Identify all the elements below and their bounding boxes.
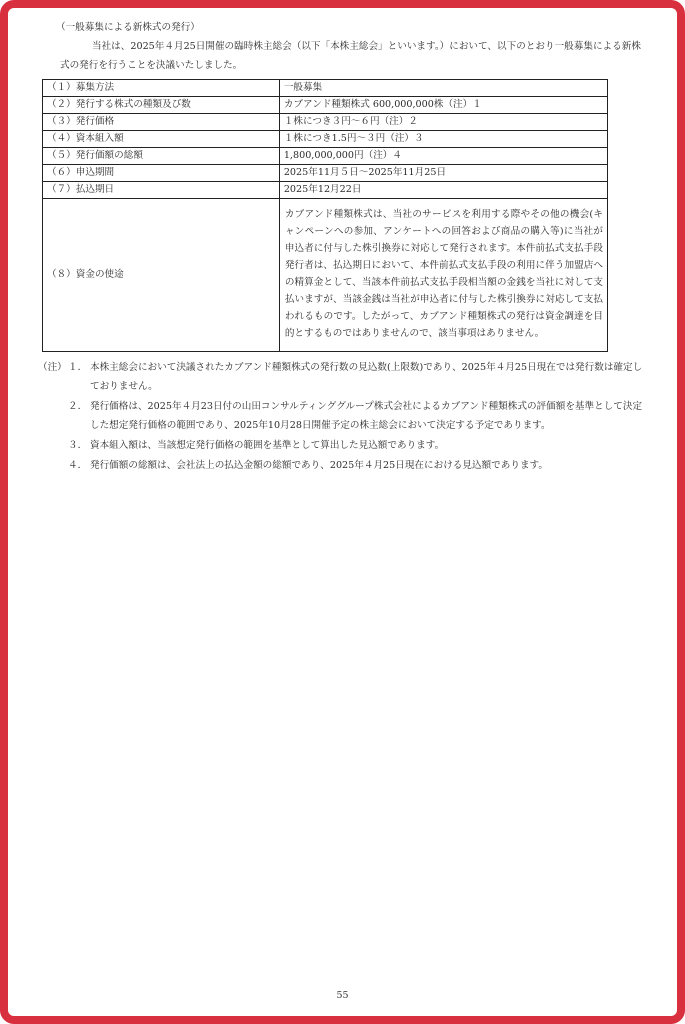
table-row bbox=[43, 148, 608, 165]
table-row bbox=[43, 182, 608, 199]
section-heading: （一般募集による新株式の発行） bbox=[56, 22, 200, 33]
row-value: １株につき３円～６円（注）２ bbox=[279, 114, 607, 131]
note-item bbox=[38, 397, 650, 435]
table-row bbox=[43, 97, 608, 114]
table-row bbox=[43, 114, 608, 131]
row-value-long: カブアンド種類株式は、当社のサービスを利用する際やその他の機会(キャンペーンへの参加、アンケートへの回答および商品の購入等)に当社が申込者に付与した株引換券に対応して発行されます。本件前払式支払手段発行者は、払込期日において、本件前払式支払手段の利用に伴う加盟店への精算金として、当該本件前払式支払手段相当額の金銭を当社に対して支払いますが、当該金銭は当社が申込者に付与した株引換券に対応して支払われるものです。したがって、カブアンド種類株式の発行は資金調達を目的とするものではありませんので、該当事項はありません。 bbox=[279, 199, 607, 352]
table-row bbox=[43, 131, 608, 148]
note-item bbox=[38, 456, 650, 475]
note-number: １． bbox=[68, 362, 88, 373]
table-row bbox=[43, 80, 608, 97]
note-text: 発行価格は、2025年４月23日付の山田コンサルティンググループ株式会社によるカブアンド種類株式の評価額を基準として決定した想定発行価格の範囲であり、2025年10月28日開催予定の株主総会において決定する予定であります。 bbox=[90, 401, 643, 431]
note-item bbox=[38, 358, 650, 396]
note-number: ３． bbox=[68, 440, 88, 451]
notes-section bbox=[38, 358, 650, 475]
note-number: ４． bbox=[68, 460, 88, 471]
row-label: （１）募集方法 bbox=[43, 80, 280, 97]
table-row bbox=[43, 199, 608, 352]
note-text: 発行価額の総額は、会社法上の払込金額の総額であり、2025年４月25日現在における見込額であります。 bbox=[90, 460, 548, 471]
row-value: １株につき1.5円～３円（注）３ bbox=[279, 131, 607, 148]
row-value: 一般募集 bbox=[279, 80, 607, 97]
row-label: （７）払込期日 bbox=[43, 182, 280, 199]
row-label: （８）資金の使途 bbox=[43, 199, 280, 352]
note-text: 本株主総会において決議されたカブアンド種類株式の発行数の見込数(上限数)であり、2025年４月25日現在では発行数は確定しておりません。 bbox=[90, 362, 643, 392]
note-text: 資本組入額は、当該想定発行価格の範囲を基準として算出した見込額であります。 bbox=[90, 440, 445, 451]
document-page bbox=[38, 18, 648, 476]
row-label: （６）申込期間 bbox=[43, 165, 280, 182]
row-value: カブアンド種類株式 600,000,000株（注）１ bbox=[279, 97, 607, 114]
offering-table bbox=[42, 79, 608, 352]
page-number: 55 bbox=[336, 990, 349, 1001]
intro-paragraph: 当社は、2025年４月25日開催の臨時株主総会（以下「本株主総会」といいます。）において、以下のとおり一般募集による新株式の発行を行うことを決議いたしました。 bbox=[60, 41, 641, 71]
row-label: （２）発行する株式の種類及び数 bbox=[43, 97, 280, 114]
notes-lead: （注） bbox=[38, 362, 67, 373]
row-value: 1,800,000,000円（注）４ bbox=[279, 148, 607, 165]
note-number: ２． bbox=[68, 401, 88, 412]
row-value: 2025年12月22日 bbox=[279, 182, 607, 199]
row-label: （４）資本組入額 bbox=[43, 131, 280, 148]
row-value: 2025年11月５日～2025年11月25日 bbox=[279, 165, 607, 182]
table-row bbox=[43, 165, 608, 182]
row-label: （５）発行価額の総額 bbox=[43, 148, 280, 165]
row-label: （３）発行価格 bbox=[43, 114, 280, 131]
note-item bbox=[38, 436, 650, 455]
